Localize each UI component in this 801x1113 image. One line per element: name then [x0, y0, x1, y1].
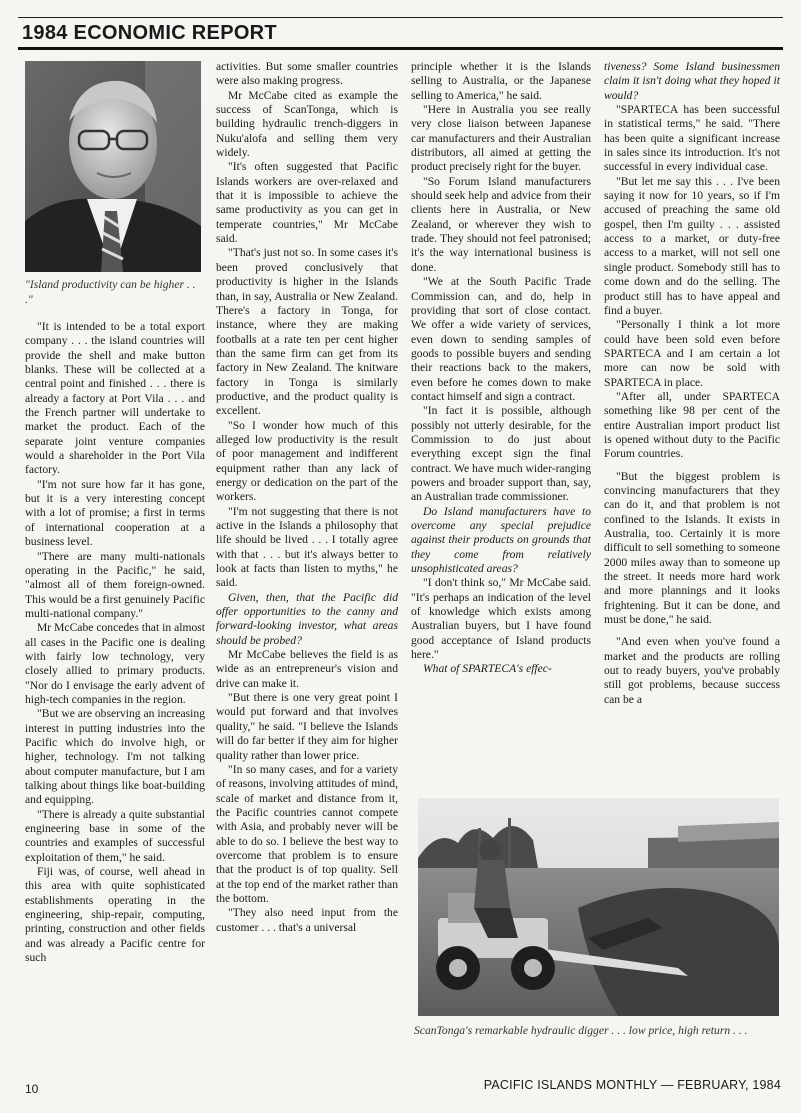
paragraph: "We at the South Pacific Trade Commission can, and do, help in providing that sort of close contact. We offer a wide variety of services, even down to sending samples of goods to possible buyers and sending their reactions back to the makers, even before he comes down to make contact himself and sign a contract. [411, 275, 591, 403]
paragraph: activities. But some smaller countries were also making progress. [216, 60, 398, 88]
paragraph: "But the biggest problem is convincing manufacturers that they can do it, and that problem is not confined to the Islands. It exists in Australia, too. Certainly it is more difficult to sell something to someone 2000 miles away than to someone up the street. It needs more hard work and more plannings and it looks frightening. But it can be done, and must be done," he said. [604, 469, 780, 627]
paragraph: "So I wonder how much of this alleged low productivity is the result of poor management and indifferent equipment rather than any lack of energy or dedication on the part of the workers. [216, 418, 398, 504]
paragraph: "That's just not so. In some cases it's been proved conclusively that productivity is higher in the Islands than, in say, Australia or New Zealand. There's a factory in Tonga, for instance, where they are making footballs at a rate ten per cent higher than the same firm can get from its factory in New Zealand. The knitware factory in Tonga is similarly productive, and the product quality is excellent. [216, 246, 398, 418]
paragraph: "There are many multi-nationals operating in the Pacific," he said, "almost all of them foreign-owned. This would be a first genuinely Pacific multi-national company." [25, 549, 205, 620]
paragraph: Mr McCabe believes the field is as wide as an entrepreneur's vision and drive can make it. [216, 648, 398, 690]
column-1 [25, 320, 205, 965]
paragraph: "After all, under SPARTECA something like 98 per cent of the entire Australian import product list is opened without duty to the Pacific Forum countries. [604, 389, 780, 461]
paragraph: "But we are observing an increasing interest in putting industries into the Pacific which do involve high, or higher, technology. I'm not talking about computer manufacture, but I am talking about things like boat-building and equipping. [25, 707, 205, 807]
paragraph: "So Forum Island manufacturers should seek help and advice from their clients here in Australia, or New Zealand, or wherever they wish to trade. They should not feel patronised; it's the way international business is done. [411, 174, 591, 274]
paragraph: "I'm not sure how far it has gone, but it is a very interesting concept with a lot of promise; a first in terms of international cooperation at a business level. [25, 477, 205, 549]
page-number: 10 [25, 1082, 39, 1096]
interviewer-question: Do Island manufacturers have to overcome any special prejudice against their products on grounds that they come from relatively unsophisticated areas? [411, 504, 591, 576]
paragraph: "In fact it is possible, although possibly not utterly desirable, for the Commission to do just about everything except sign the final contract. We have much wider-ranging powers and broader support than, say, an Australian trade commissioner. [411, 404, 591, 504]
paragraph: Mr McCabe cited as example the success of ScanTonga, which is building hydraulic trench-diggers in Nuku'alofa and selling them very widely. [216, 88, 398, 160]
publication-footer: PACIFIC ISLANDS MONTHLY — FEBRUARY, 1984 [483, 1078, 781, 1092]
column-4 [604, 60, 780, 707]
paragraph: "But let me say this . . . I've been saying it now for 10 years, so if I'm accused of preaching the same old gospel, then I'm guilty . . . assisted access to a market, or duty-free access to a market, will not sell one single product. Somebody still has to come down and do the selling. The product still has to have appeal and find a buyer. [604, 174, 780, 317]
portrait-photo [25, 61, 201, 272]
paragraph: "I'm not suggesting that there is not active in the Islands a philosophy that life should be lived . . . I totally agree with that . . . but it's always better to look at facts than listen to myths," he said. [216, 504, 398, 590]
header-rule [18, 47, 783, 50]
interviewer-question: Given, then, that the Pacific did offer opportunities to the canny and forward-looking investor, what areas should be probed? [216, 590, 398, 647]
paragraph: "There is already a quite substantial engineering base in some of the countries and examples of successful exploitation of them," he said. [25, 807, 205, 864]
column-2 [216, 60, 398, 935]
paragraph: "It's often suggested that Pacific Islands workers are over-relaxed and that it is impossible to achieve the same productivity as you can get in temperate countries," Mr McCabe said. [216, 160, 398, 246]
paragraph: "And even when you've found a market and the products are rolling out to ready buyers, you've probably still got problems, because success can be a [604, 635, 780, 706]
column-3 [411, 60, 591, 677]
interviewer-question: What of SPARTECA's effec- [423, 662, 552, 676]
interviewer-question: tiveness? Some Island businessmen claim it isn't doing what they hoped it would? [604, 60, 780, 102]
paragraph: "It is intended to be a total export company . . . the island countries will provide the shell and make button blanks. These will be collected at a central point and finished . . . there is already a factory at Port Vila . . . and the French partner will undertake to market the product. Each of the separate joint venture companies would a shareholder in the Port Vila factory. [25, 320, 205, 477]
section-header: 1984 ECONOMIC REPORT [22, 22, 277, 44]
paragraph: Mr McCabe concedes that in almost all cases in the Pacific one is dealing with fairly low technology, very closely allied to primary products. "Nor do I envisage the early advent of high-tech companies in the region. [25, 621, 205, 706]
digger-photo [418, 798, 779, 1016]
paragraph: "Here in Australia you see really very close liaison between Japanese car manufacturers and their Australian distributors, all aimed at getting the product precisely right for the buyer. [411, 103, 591, 174]
portrait-caption: "Island productivity can be higher . . ." [25, 278, 196, 306]
paragraph: "I don't think so," Mr McCabe said. "It's perhaps an indication of the level of knowledge which exists among Australian buyers, but I have found good acceptance of Island products here." [411, 576, 591, 662]
paragraph: "Personally I think a lot more could have been sold even before SPARTECA and I am certain a lot more can now be sold with SPARTECA in place. [604, 318, 780, 389]
paragraph: "In so many cases, and for a variety of reasons, involving attitudes of mind, scale of market and distance from it, the Pacific countries cannot compete with Asia, and probably never will be able to do so. I believe the best way to overcome that problem is to ensure that the product is of top quality. Sell at the top end of the market rather than the bottom. [216, 762, 398, 905]
digger-caption: ScanTonga's remarkable hydraulic digger . . . low price, high return . . . [414, 1024, 748, 1037]
paragraph: principle whether it is the Islands selling to Australia, or the Japanese selling to America," he said. [411, 60, 591, 102]
paragraph: "They also need input from the customer . . . that's a universal [216, 906, 398, 934]
paragraph: "SPARTECA has been successful in statistical terms," he said. "There has been quite a significant increase in sales since its introduction. It's not successful in every individual case. [604, 103, 780, 174]
paragraph: Fiji was, of course, well ahead in this area with quite sophisticated establishments operating in the engineering, ship-repair, computing, printing, construction and other fields and was already a Pacific centre for such [25, 865, 205, 965]
top-rule [18, 17, 783, 18]
paragraph: "But there is one very great point I would put forward and that involves quality," he said. "I believe the Islands will do far better if they aim for higher quality rather than lower price. [216, 691, 398, 762]
